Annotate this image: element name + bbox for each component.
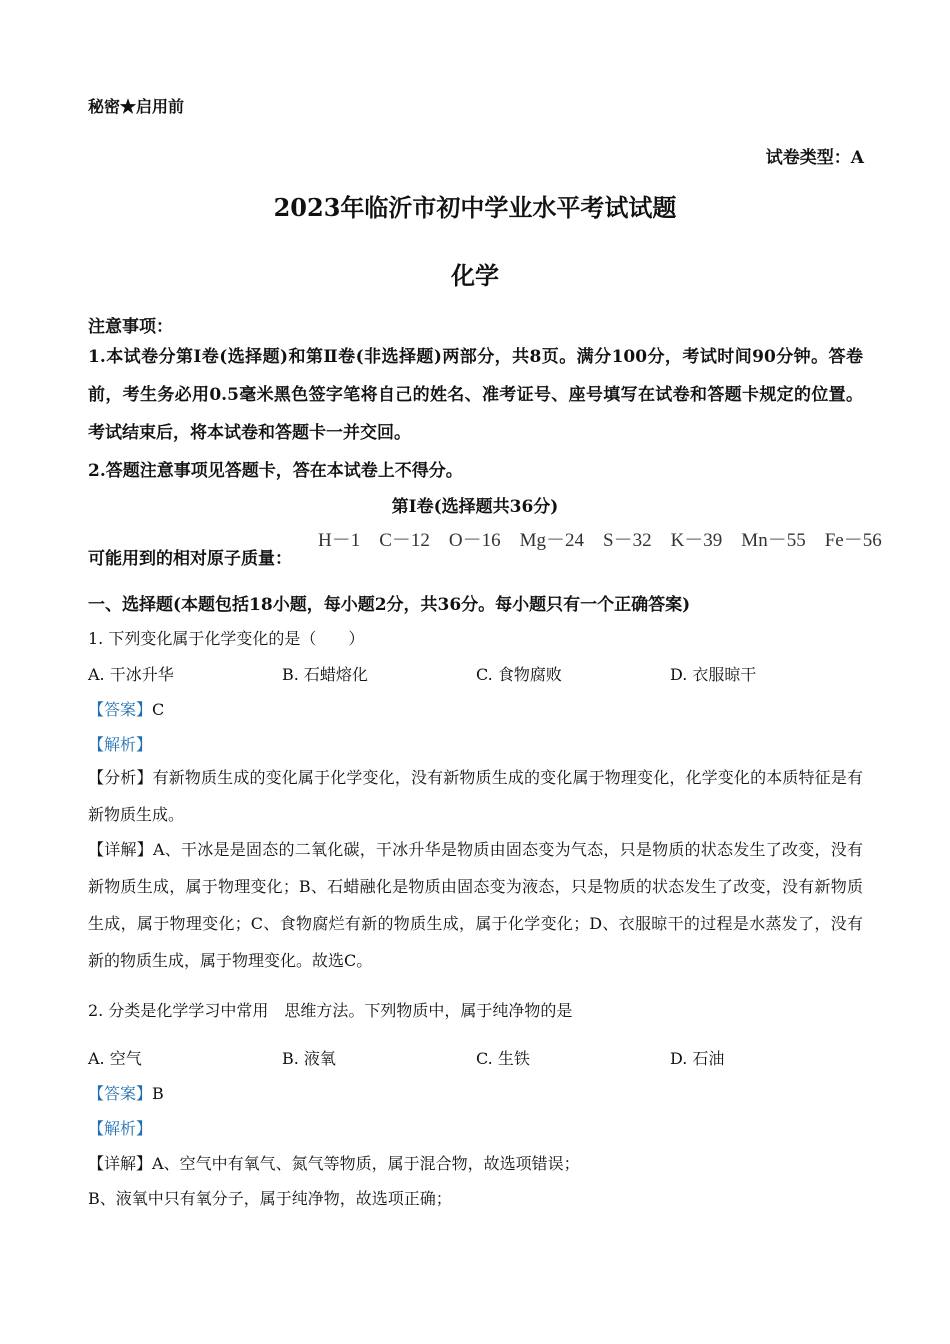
q1-answer-value: C: [152, 700, 165, 719]
q1-detail-text: A、干冰是是固态的二氧化碳，干冰升华是物质由固态变为气态，只是物质的状态发生了改变，没有新物质生成，属于物理变化；B、石蜡融化是物质由固态变为液态，只是物质的状态发生了改变，没有新物质生成，属于物理变化；C、食物腐烂有新的物质生成，属于化学变化；D、衣服晾干的过程是水蒸发了，没有新的物质生成，属于物理变化。故选C。: [88, 840, 863, 970]
q2-detail-tag: 【详解】: [88, 1154, 153, 1173]
notice-item-2: 2.答题注意事项见答题卡，答在本试卷上不得分。: [88, 461, 463, 481]
q1-answer: [88, 697, 164, 720]
q1-fenxi-text: 有新物质生成的变化属于化学变化，没有新物质生成的变化属于物理变化，化学变化的本质特征是有新物质生成。: [88, 768, 863, 824]
q2-option-b: B. 液氧: [282, 1049, 336, 1068]
q1-option-a: A. 干冰升华: [88, 665, 174, 684]
q2-detail-a-text: A、空气中有氧气、氮气等物质，属于混合物，故选项错误；: [152, 1154, 580, 1173]
subject-title: 化学: [451, 261, 499, 290]
q2-answer-tag: 【答案】: [88, 1084, 153, 1103]
q2-detail-b: B、液氧中只有氧分子，属于纯净物，故选项正确；: [88, 1189, 452, 1208]
notice-heading: 注意事项：: [88, 317, 173, 337]
secret-label: 秘密★启用前: [88, 97, 185, 116]
q1-option-d: D. 衣服晾干: [670, 665, 757, 684]
q2-analysis-tag: 【解析】: [88, 1119, 153, 1138]
q1-analysis-tag: 【解析】: [88, 735, 153, 754]
q1-detail-tag: 【详解】: [88, 840, 153, 859]
atomic-mass-label: 可能用到的相对原子质量：: [88, 549, 292, 569]
paper-type: 试卷类型：A: [765, 148, 864, 168]
notice-item-1: 1.本试卷分第Ⅰ卷(选择题)和第Ⅱ卷(非选择题)两部分，共8页。满分100分，考试时间90分钟。答卷前，考生务必用0.5毫米黑色签字笔将自己的姓名、准考证号、座号填写在试卷和答题卡规定的位置。考试结束后，将本试卷和答题卡一并交回。: [88, 347, 863, 443]
atomic-mass-values: H－1 C－12 O－16 Mg－24 S－32 K－39 Mn－55 Fe－56: [318, 530, 882, 551]
q2-detail-a: [88, 1151, 580, 1174]
q2-stem: 2. 分类是化学学习中常用 思维方法。下列物质中，属于纯净物的是: [88, 1001, 573, 1020]
section1-heading: 一、选择题(本题包括18小题，每小题2分，共36分。每小题只有一个正确答案): [88, 595, 691, 615]
q1-stem: 1. 下列变化属于化学变化的是（ ）: [88, 629, 365, 648]
q2-option-c: C. 生铁: [476, 1049, 530, 1068]
q2-answer: [88, 1081, 164, 1104]
part1-heading: 第Ⅰ卷(选择题共36分): [391, 497, 559, 517]
q1-option-c: C. 食物腐败: [476, 665, 562, 684]
q1-detail: [88, 831, 863, 979]
q2-answer-value: B: [152, 1084, 164, 1103]
q1-option-b: B. 石蜡熔化: [282, 665, 368, 684]
q2-option-a: A. 空气: [88, 1049, 142, 1068]
q1-fenxi: [88, 759, 863, 833]
q1-fenxi-tag: 【分析】: [88, 768, 153, 787]
exam-title: 2023年临沂市初中学业水平考试试题: [273, 193, 677, 222]
q2-option-d: D. 石油: [670, 1049, 725, 1068]
q1-answer-tag: 【答案】: [88, 700, 153, 719]
